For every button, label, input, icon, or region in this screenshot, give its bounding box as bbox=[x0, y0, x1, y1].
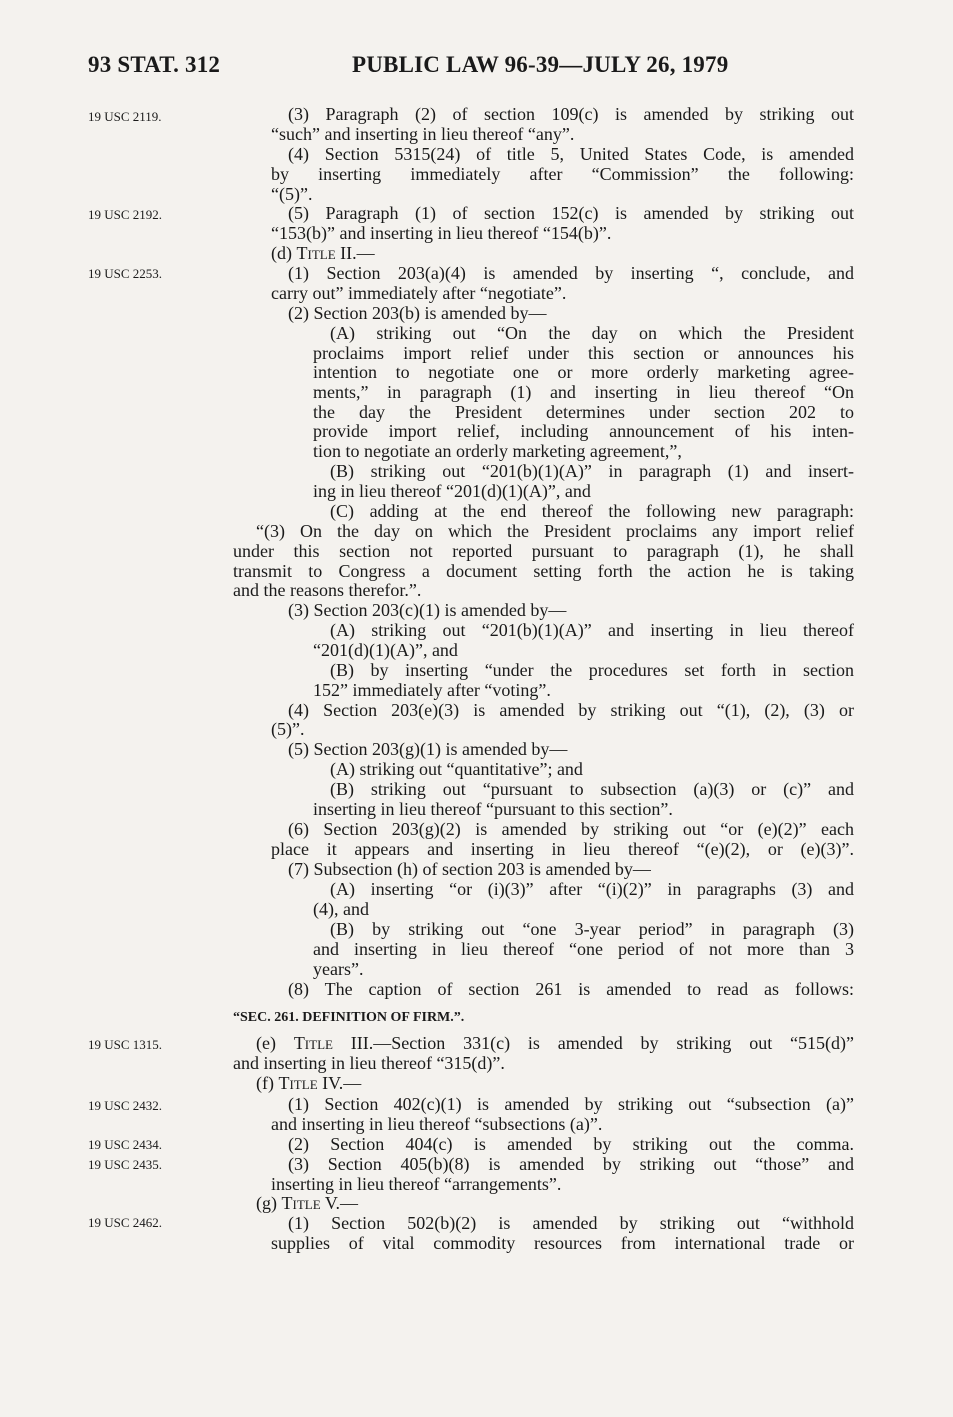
page-number: 93 STAT. 312 bbox=[88, 52, 221, 77]
text-line: (2) Section 203(b) is amended by— bbox=[288, 303, 547, 323]
text-line: intention to negotiate one or more orderly marketing agree- bbox=[313, 362, 854, 382]
text-line: transmit to Congress a document setting forth the action he is taking bbox=[233, 561, 854, 581]
text-line: (A) striking out “201(b)(1)(A)” and inserting in lieu thereof bbox=[330, 620, 854, 640]
title-heading: Title V.— bbox=[281, 1193, 359, 1213]
text-line: (4) Section 203(e)(3) is amended by striking out “(1), (2), (3) or bbox=[288, 700, 854, 720]
text-line: 152” immediately after “voting”. bbox=[313, 680, 551, 700]
subsection-label: (f) bbox=[256, 1073, 279, 1093]
text-line: and inserting in lieu thereof “315(d)”. bbox=[233, 1053, 505, 1073]
text-line: years”. bbox=[313, 959, 364, 979]
subsection-label: (d) bbox=[271, 243, 297, 263]
page-header bbox=[88, 52, 858, 82]
margin-note: 19 USC 2192. bbox=[88, 207, 163, 222]
text-line: ments,” in paragraph (1) and inserting in lieu thereof “On bbox=[313, 382, 854, 402]
text-line: (2) Section 404(c) is amended by striking out the comma. bbox=[288, 1134, 854, 1154]
text-line: (3) Section 203(c)(1) is amended by— bbox=[288, 600, 567, 620]
subsection-heading bbox=[256, 1193, 358, 1213]
text-line: (C) adding at the end thereof the following new paragraph: bbox=[330, 501, 854, 521]
law-title: PUBLIC LAW 96-39—JULY 26, 1979 bbox=[352, 52, 729, 77]
section-caption: “SEC. 261. DEFINITION OF FIRM.”. bbox=[233, 1010, 465, 1025]
text-line: (1) Section 402(c)(1) is amended by striking out “subsection (a)” bbox=[288, 1094, 854, 1114]
text-line: (B) by striking out “one 3-year period” in paragraph (3) bbox=[330, 919, 854, 939]
text-line: (3) Section 405(b)(8) is amended by striking out “those” and bbox=[288, 1154, 854, 1174]
text-line: (A) inserting “or (i)(3)” after “(i)(2)” in paragraphs (3) and bbox=[330, 879, 854, 899]
text-line: (B) striking out “pursuant to subsection (a)(3) or (c)” and bbox=[330, 779, 854, 799]
text-line: and inserting in lieu thereof “subsections (a)”. bbox=[271, 1114, 603, 1134]
margin-note: 19 USC 2435. bbox=[88, 1157, 163, 1172]
text-line: (B) striking out “201(b)(1)(A)” in paragraph (1) and insert- bbox=[330, 461, 854, 481]
text-line: (A) striking out “quantitative”; and bbox=[330, 759, 583, 779]
text-line: (7) Subsection (h) of section 203 is amended by— bbox=[288, 859, 651, 879]
subsection-label: (e) bbox=[256, 1033, 294, 1053]
subsection-heading bbox=[256, 1033, 854, 1053]
margin-note: 19 USC 2432. bbox=[88, 1098, 163, 1113]
margin-note: 19 USC 1315. bbox=[88, 1037, 163, 1052]
margin-note: 19 USC 2119. bbox=[88, 109, 162, 124]
text-line: by inserting immediately after “Commission” the following: bbox=[271, 164, 854, 184]
title-heading: Title II.— bbox=[296, 243, 375, 263]
text-line: ing in lieu thereof “201(d)(1)(A)”, and bbox=[313, 481, 591, 501]
text-line: (8) The caption of section 261 is amended to read as follows: bbox=[288, 979, 854, 999]
text-line: proclaims import relief under this section or announces his bbox=[313, 343, 854, 363]
text-line: “such” and inserting in lieu thereof “any”. bbox=[271, 124, 575, 144]
text-line: supplies of vital commodity resources from international trade or bbox=[271, 1233, 854, 1253]
text-line: the day the President determines under section 202 to bbox=[313, 402, 854, 422]
text-line: tion to negotiate an orderly marketing agreement,”, bbox=[313, 441, 682, 461]
text-line: (3) Paragraph (2) of section 109(c) is amended by striking out bbox=[288, 104, 854, 124]
text-line: (A) striking out “On the day on which the President bbox=[330, 323, 854, 343]
text-line: inserting in lieu thereof “pursuant to this section”. bbox=[313, 799, 673, 819]
text-line: (6) Section 203(g)(2) is amended by striking out “or (e)(2)” each bbox=[288, 819, 854, 839]
subsection-label: (g) bbox=[256, 1193, 282, 1213]
text-line: under this section not reported pursuant to paragraph (1), he shall bbox=[233, 541, 854, 561]
subsection-heading bbox=[256, 1073, 361, 1093]
text-line: inserting in lieu thereof “arrangements”. bbox=[271, 1174, 562, 1194]
text-line: (4) Section 5315(24) of title 5, United States Code, is amended bbox=[288, 144, 854, 164]
text-line: place it appears and inserting in lieu thereof “(e)(2), or (e)(3)”. bbox=[271, 839, 854, 859]
text-line: (4), and bbox=[313, 899, 369, 919]
text-line: and the reasons therefor.”. bbox=[233, 580, 422, 600]
text-line: “(5)”. bbox=[271, 184, 313, 204]
text-line: “(3) On the day on which the President proclaims any import relief bbox=[256, 521, 854, 541]
text-line: —Section 331(c) is amended by striking out “515(d)” bbox=[373, 1033, 854, 1053]
text-line: and inserting in lieu thereof “one period of not more than 3 bbox=[313, 939, 854, 959]
text-line: “201(d)(1)(A)”, and bbox=[313, 640, 458, 660]
title-heading: Title III. bbox=[293, 1033, 374, 1053]
text-line: carry out” immediately after “negotiate”. bbox=[271, 283, 567, 303]
text-line: (5) Paragraph (1) of section 152(c) is amended by striking out bbox=[288, 203, 854, 223]
text-line: (B) by inserting “under the procedures set forth in section bbox=[330, 660, 854, 680]
margin-note: 19 USC 2434. bbox=[88, 1137, 163, 1152]
title-heading: Title IV.— bbox=[278, 1073, 362, 1093]
text-line: “153(b)” and inserting in lieu thereof “154(b)”. bbox=[271, 223, 612, 243]
margin-note: 19 USC 2253. bbox=[88, 266, 163, 281]
text-line: (1) Section 203(a)(4) is amended by inserting “, conclude, and bbox=[288, 263, 854, 283]
text-line: (5)”. bbox=[271, 719, 305, 739]
text-line: (5) Section 203(g)(1) is amended by— bbox=[288, 739, 568, 759]
margin-note: 19 USC 2462. bbox=[88, 1215, 163, 1230]
text-line: (1) Section 502(b)(2) is amended by striking out “withhold bbox=[288, 1213, 854, 1233]
text-line: provide import relief, including announcement of his inten- bbox=[313, 421, 854, 441]
subsection-heading bbox=[271, 243, 375, 263]
